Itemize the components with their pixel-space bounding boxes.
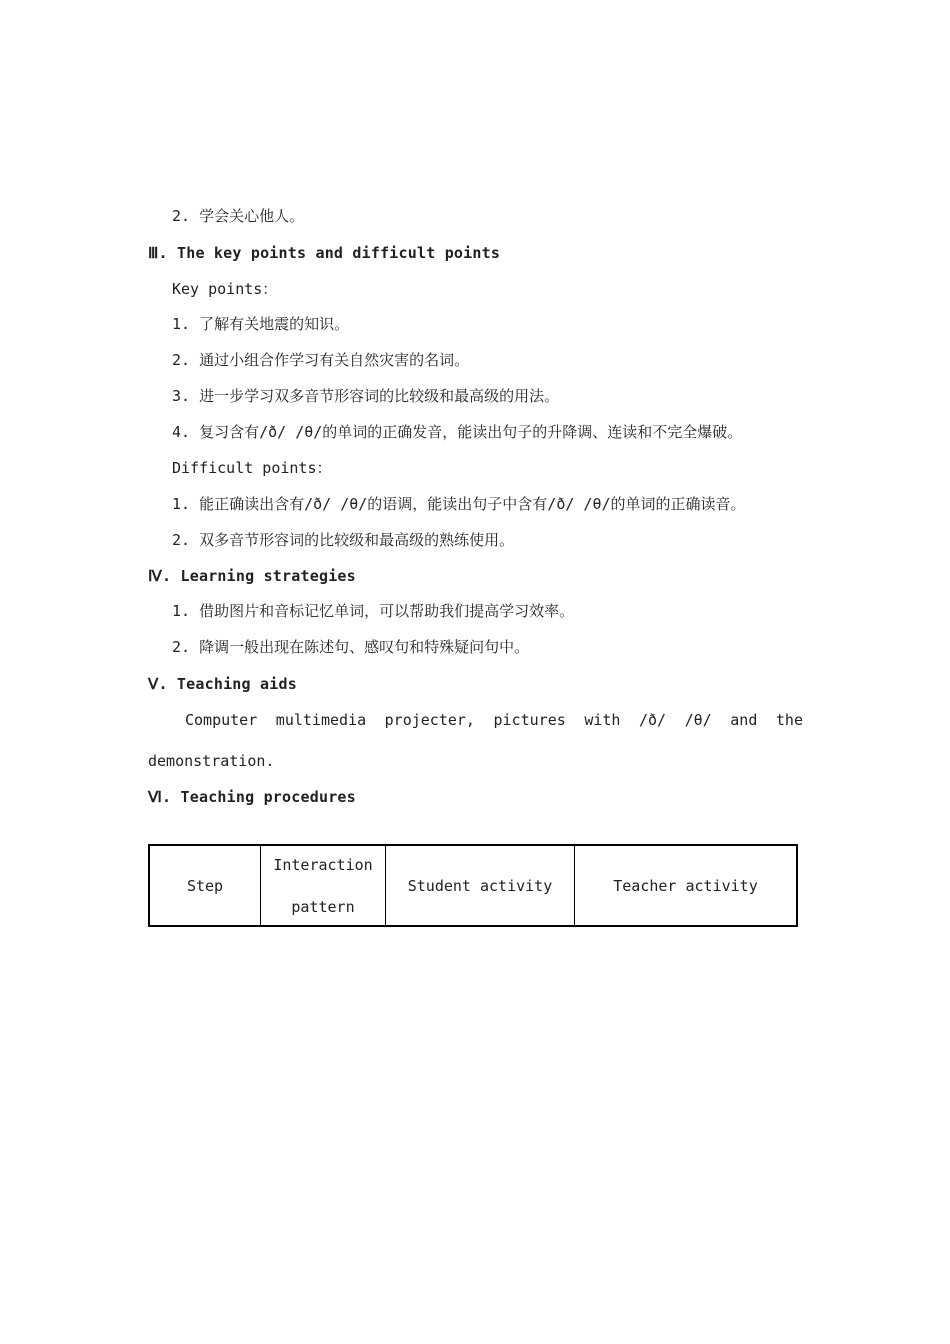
key-point-1: 1. 了解有关地震的知识。 (172, 315, 350, 333)
strategy-2: 2. 降调一般出现在陈述句、感叹句和特殊疑问句中。 (172, 638, 530, 656)
section2-item-2: 2. 学会关心他人。 (172, 207, 305, 225)
aid-word: multimedia (275, 711, 367, 729)
section3-heading: Ⅲ. The key points and difficult points (148, 244, 501, 262)
teaching-aids-line (185, 710, 803, 730)
aid-word: and (730, 711, 758, 729)
section6-heading: Ⅵ. Teaching procedures (148, 788, 356, 806)
header-student: Student activity (386, 845, 575, 926)
section4-heading: Ⅳ. Learning strategies (148, 567, 356, 585)
aid-word: Computer (185, 711, 258, 729)
teaching-aids-continuation: demonstration. (148, 752, 275, 770)
section5-heading: Ⅴ. Teaching aids (148, 675, 297, 693)
header-teacher: Teacher activity (575, 845, 798, 926)
strategy-1: 1. 借助图片和音标记忆单词，可以帮助我们提高学习效率。 (172, 602, 575, 620)
difficult-points-label: Difficult points： (172, 459, 332, 477)
header-interaction-line2: pattern (291, 897, 355, 916)
key-points-label: Key points： (172, 280, 278, 298)
procedures-table (148, 844, 798, 927)
table-header-row (149, 845, 797, 926)
header-step: Step (149, 845, 261, 926)
key-point-2: 2. 通过小组合作学习有关自然灾害的名词。 (172, 351, 470, 369)
difficult-point-2: 2. 双多音节形容词的比较级和最高级的熟练使用。 (172, 531, 515, 549)
aid-word: /ð/ (638, 711, 667, 729)
aid-word: with (584, 711, 621, 729)
aid-word: the (775, 711, 803, 729)
aid-word: projecter, (384, 711, 475, 729)
aid-word: /θ/ (684, 711, 712, 729)
aid-word: pictures (493, 711, 566, 729)
key-point-3: 3. 进一步学习双多音节形容词的比较级和最高级的用法。 (172, 387, 560, 405)
header-interaction-line1: Interaction (273, 855, 373, 874)
difficult-point-1: 1. 能正确读出含有/ð/ /θ/的语调，能读出句子中含有/ð/ /θ/的单词的正确读音。 (172, 495, 746, 513)
header-interaction (261, 845, 386, 926)
key-point-4: 4. 复习含有/ð/ /θ/的单词的正确发音，能读出句子的升降调、连读和不完全爆破。 (172, 423, 743, 441)
